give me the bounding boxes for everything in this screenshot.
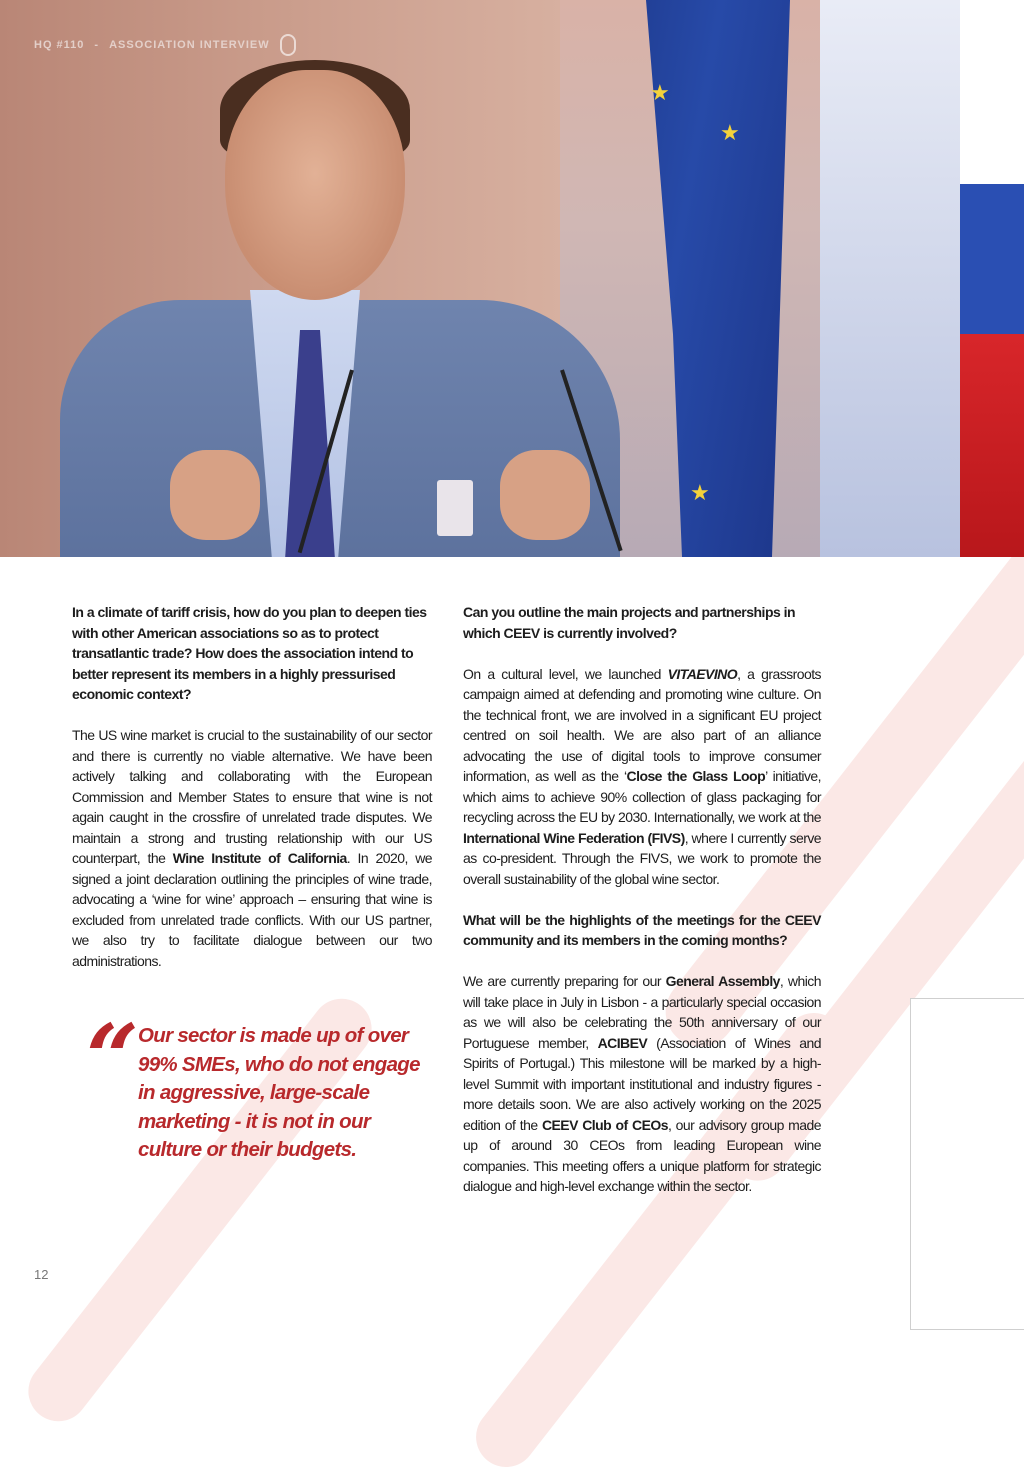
answer-paragraph: On a cultural level, we launched VITAEVINO, a grassroots campaign aimed at defending and promoting wine culture. On the technical front, we are involved in a significant EU project centred on soil health. We are also part of an alliance advocating the use of digital tools to improve consumer information, as well as the ‘Close the Glass Loop’ initiative, which aims to achieve 90% collection of glass packaging for recycling across the EU by 2030. Internationally, we work at the International Wine Federation (FIVS), where I currently serve as co-president. Through the FIVS, we work to promote the overall sustainability of the global wine sector.	[463, 665, 822, 887]
microphone-icon	[280, 34, 296, 56]
quote-mark-icon: “	[86, 1004, 139, 1112]
emphasis-text: Close the Glass Loop	[626, 768, 766, 784]
emphasis-text: CEEV Club of CEOs	[541, 1116, 668, 1133]
issue-label: HQ #110	[34, 39, 85, 51]
hero-photo: ★ ★ ★	[0, 0, 1024, 557]
page-number: 12	[34, 1267, 49, 1282]
question-heading: What will be the highlights of the meetings for the CEEV community and its members in the coming months?	[463, 911, 821, 948]
side-panel	[910, 998, 1024, 1330]
question-heading: In a climate of tariff crisis, how do you plan to deepen ties with other American associations so as to protect transatlantic trade? How does the association intend to better represent its members in a highly pressurised economic context?	[72, 604, 427, 702]
left-column	[72, 602, 432, 971]
emphasis-text: International Wine Federation (FIVS)	[463, 829, 685, 846]
header-separator: -	[94, 39, 100, 51]
slovenia-flag	[960, 0, 1024, 557]
question-heading: Can you outline the main projects and partnerships in which CEEV is currently involved?	[463, 604, 796, 641]
name-badge	[437, 480, 473, 536]
right-column	[463, 602, 821, 1197]
pull-quote: Our sector is made up of over 99% SMEs, who do not engage in aggressive, large-scale marketing - it is not in our culture or their budgets.	[138, 1024, 420, 1161]
emphasis-text: General Assembly	[665, 973, 780, 989]
emphasis-text: Wine Institute of California	[172, 850, 347, 866]
running-header	[34, 34, 296, 56]
answer-paragraph: We are currently preparing for our General Assembly, which will take place in July in Lisbon - a particularly special occasion as we will also be celebrating the 50th anniversary of our Portuguese member, ACIBEV (Association of Wines and Spirits of Portugal.) This milestone will be marked by a high-level Summit with important institutional and industry figures - more details soon. We are also actively working on the 2025 edition of the CEEV Club of CEOs, our advisory group made up of around 30 CEOs from leading European wine companies. This meeting offers a unique platform for strategic dialogue and high-level exchange within the sector.	[463, 973, 822, 1194]
section-label: ASSOCIATION INTERVIEW	[109, 39, 270, 51]
emphasis-text: ACIBEV	[597, 1034, 648, 1051]
answer-paragraph: The US wine market is crucial to the sustainability of our sector and there is currently no viable alternative. We have been actively talking and collaborating with the European Commission and Member States to ensure that wine is not again caught in the crossfire of unrelated trade disputes. We maintain a strong and trusting relationship with our US counterpart, the Wine Institute of California. In 2020, we signed a joint declaration outlining the principles of wine trade, advocating a ‘wine for wine’ approach – ensuring that wine is excluded from unrelated trade conflicts. With our US partner, we also try to facilitate dialogue between our two administrations.	[72, 727, 433, 969]
emphasis-text: VITAEVINO	[667, 665, 738, 682]
